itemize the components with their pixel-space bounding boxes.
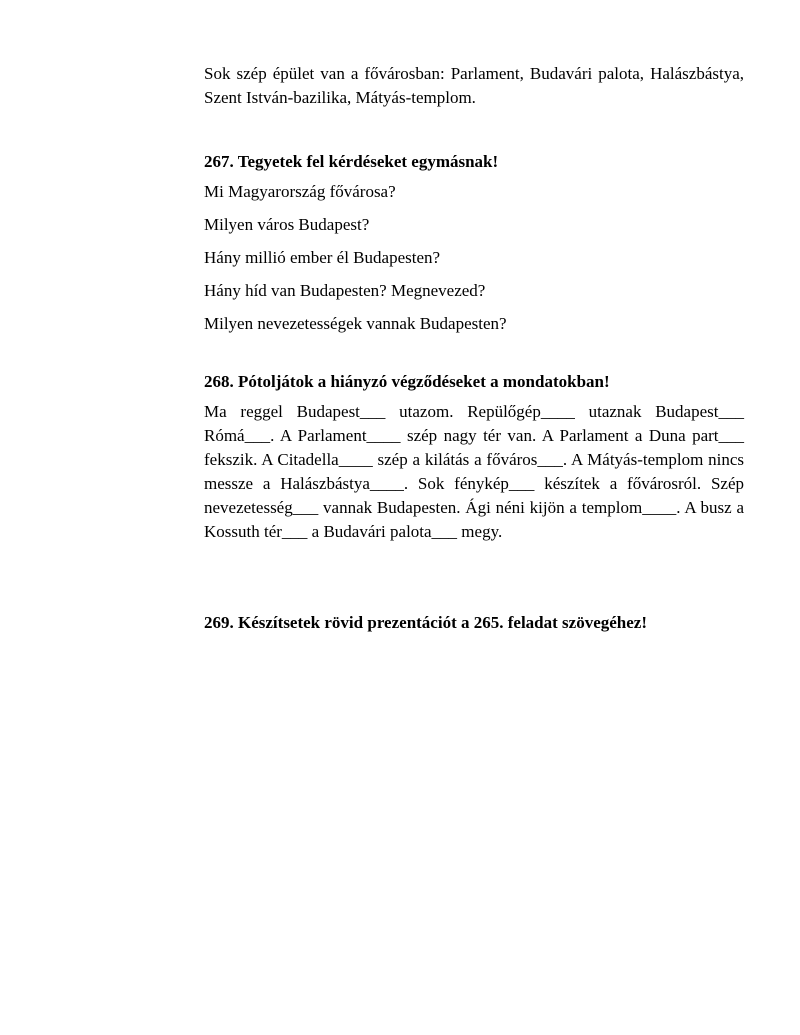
exercise-267-questions: [204, 180, 744, 336]
question-item: Hány millió ember él Budapesten?: [204, 248, 441, 267]
question-item: Mi Magyarország fővárosa?: [204, 182, 396, 201]
document-page: [204, 62, 744, 635]
question-item: Milyen város Budapest?: [204, 215, 370, 234]
question-item: Hány híd van Budapesten? Megnevezed?: [204, 281, 486, 300]
exercise-269-title: 269. Készítsetek rövid prezentációt a 265. feladat szövegéhez!: [204, 613, 647, 632]
exercise-268-fill-in-text: Ma reggel Budapest___ utazom. Repülőgép____ utaznak Budapest___ Rómá___. A Parlament____ szép nagy tér van. A Parlament a Duna part___ fekszik. A Citadella____ szép a kilátás a főváros___. A Mátyás-templom nincs messze a Halászbástya____. Sok fénykép___ készítek a fővárosról. Szép nevezetesség___ vannak Budapesten. Ági néni kijön a templom____. A busz a Kossuth tér___ a Budavári palota___ megy.: [204, 402, 744, 541]
intro-paragraph: Sok szép épület van a fővárosban: Parlament, Budavári palota, Halászbástya, Szent István-bazilika, Mátyás-templom.: [204, 64, 744, 107]
question-item: Milyen nevezetességek vannak Budapesten?: [204, 314, 507, 333]
exercise-267-title: 267. Tegyetek fel kérdéseket egymásnak!: [204, 152, 499, 171]
exercise-268-title: 268. Pótoljátok a hiányzó végződéseket a mondatokban!: [204, 372, 610, 391]
